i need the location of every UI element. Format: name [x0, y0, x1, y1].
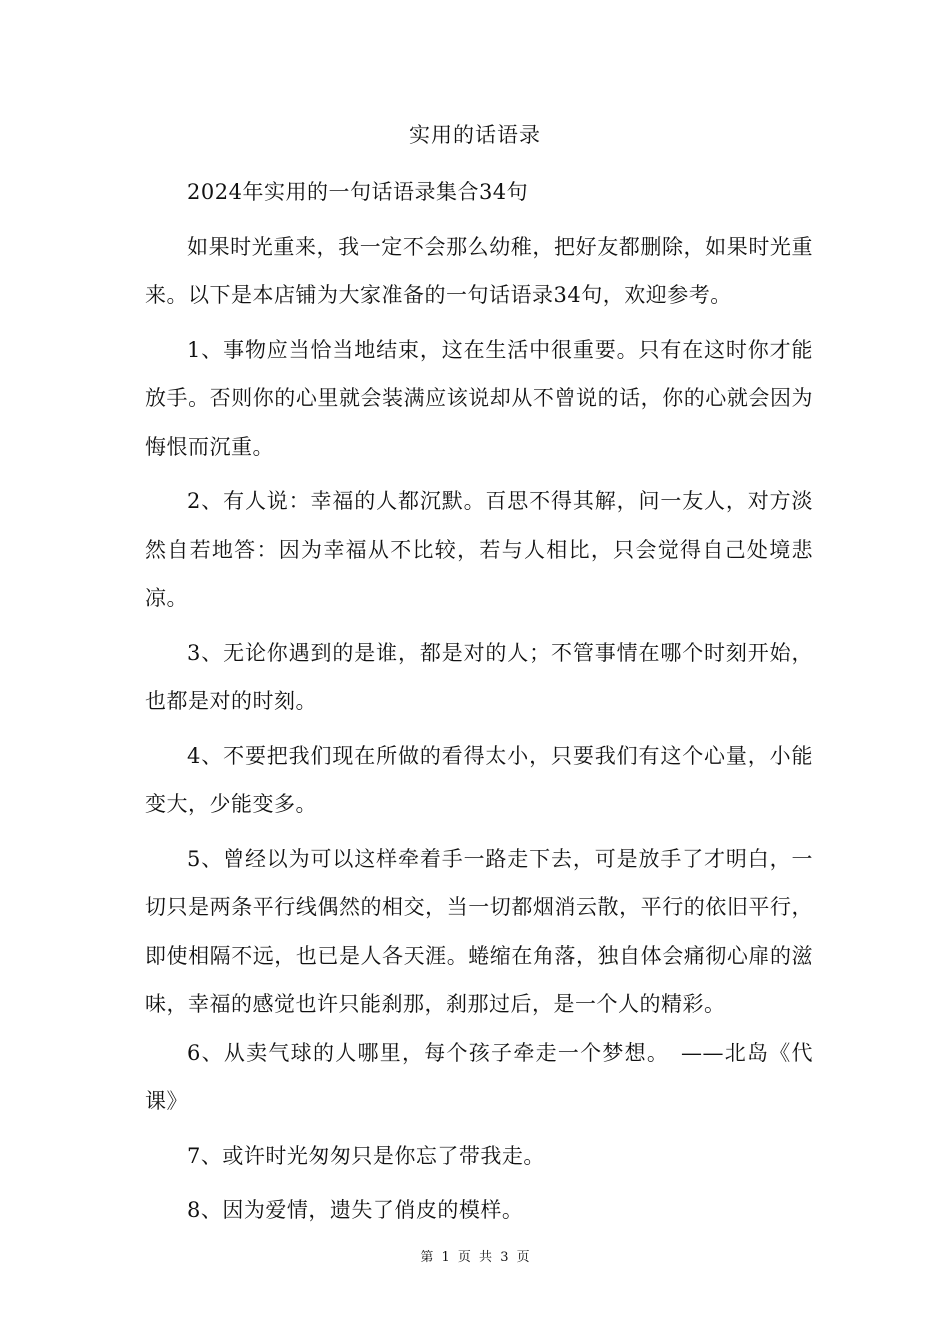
document-title: 实用的话语录 [409, 123, 541, 147]
document-body [145, 168, 813, 1235]
quote-paragraph-2: 2、有人说：幸福的人都沉默。百思不得其解，问一友人，对方淡然自若地答：因为幸福从不比较，若与人相比，只会觉得自己处境悲凉。 [145, 489, 813, 610]
quote-paragraph-7: 7、或许时光匆匆只是你忘了带我走。 [187, 1143, 545, 1168]
quote-paragraph-8: 8、因为爱情，遗失了俏皮的模样。 [187, 1198, 524, 1222]
quote-paragraph-3: 3、无论你遇到的是谁，都是对的人；不管事情在哪个时刻开始，也都是对的时刻。 [145, 640, 813, 713]
intro-paragraph: 如果时光重来，我一定不会那么幼稚，把好友都删除，如果时光重来。以下是本店铺为大家准备的一句话语录34句，欢迎参考。 [145, 234, 813, 307]
quote-paragraph-5: 5、曾经以为可以这样牵着手一路走下去，可是放手了才明白，一切只是两条平行线偶然的相交，当一切都烟消云散，平行的依旧平行，即使相隔不远，也已是人各天涯。蜷缩在角落，独自体会痛彻心扉的滋味，幸福的感觉也许只能刹那，刹那过后，是一个人的精彩。 [145, 846, 813, 1016]
quote-paragraph-6: 6、从卖气球的人哪里，每个孩子牵走一个梦想。 ——北岛《代课》 [145, 1040, 813, 1113]
quote-paragraph-1: 1、事物应当恰当地结束，这在生活中很重要。只有在这时你才能放手。否则你的心里就会装满应该说却从不曾说的话，你的心就会因为悔恨而沉重。 [145, 337, 813, 459]
subtitle-paragraph: 2024年实用的一句话语录集合34句 [187, 180, 529, 204]
page-number-footer: 第 1 页 共 3 页 [420, 1250, 530, 1265]
quote-paragraph-4: 4、不要把我们现在所做的看得太小，只要我们有这个心量，小能变大，少能变多。 [145, 743, 813, 816]
